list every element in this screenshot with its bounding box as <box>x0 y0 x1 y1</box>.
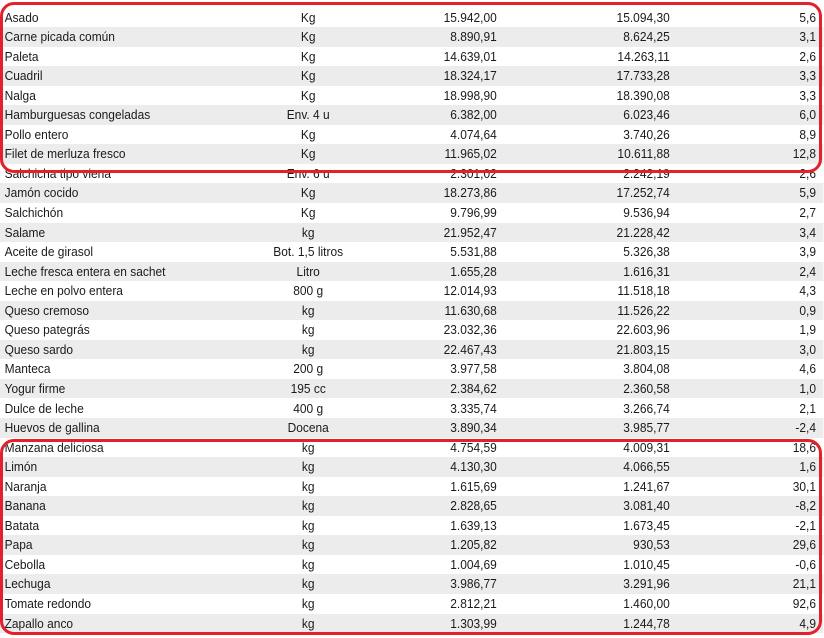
unit-cell: Kg <box>300 87 316 103</box>
variation-cell: 18,6 <box>792 439 817 455</box>
unit-cell: Kg <box>300 205 316 220</box>
product-cell: Asado <box>4 9 39 25</box>
variation-cell: 3,4 <box>799 224 817 240</box>
variation-cell: 1,0 <box>799 380 817 396</box>
price-b-cell: 1.673,45 <box>623 517 670 533</box>
price-a-cell: 1.655,28 <box>450 263 497 279</box>
variation-cell: 0,9 <box>799 302 817 318</box>
variation-cell: 6,0 <box>799 107 817 123</box>
table-row <box>0 359 823 379</box>
table-row <box>0 574 823 594</box>
variation-cell: 21,1 <box>792 576 817 592</box>
price-a-cell: 18.998,90 <box>443 87 497 103</box>
price-b-cell: 3.985,77 <box>623 420 670 436</box>
table-row <box>0 242 823 262</box>
variation-cell: 4,9 <box>799 615 817 631</box>
table-row <box>0 262 823 282</box>
unit-cell: kg <box>301 322 315 338</box>
unit-cell: kg <box>301 439 315 455</box>
price-b-cell: 3.266,74 <box>623 400 670 416</box>
price-b-cell: 1.010,45 <box>623 556 670 572</box>
variation-cell: 4,6 <box>799 361 817 377</box>
product-cell: Zapallo anco <box>4 615 74 631</box>
variation-cell: 92,6 <box>792 596 817 611</box>
variation-cell: 5,6 <box>799 9 817 25</box>
price-a-cell: 4.754,59 <box>450 439 497 455</box>
price-a-cell: 3.977,58 <box>450 361 497 377</box>
variation-cell: -2,1 <box>795 517 817 533</box>
table-row <box>0 105 823 125</box>
unit-cell: kg <box>301 341 315 357</box>
variation-cell: 1,6 <box>799 459 817 475</box>
price-a-cell: 5.531,88 <box>450 244 497 260</box>
table-row <box>0 86 823 106</box>
price-b-cell: 2.360,58 <box>623 380 670 396</box>
unit-cell: 800 g <box>293 283 324 299</box>
price-a-cell: 1.303,99 <box>450 615 497 631</box>
table-row <box>0 164 823 184</box>
price-b-cell: 4.009,31 <box>623 439 670 455</box>
product-cell: Tomate redondo <box>4 596 92 611</box>
price-a-cell: 15.942,00 <box>443 9 497 25</box>
product-cell: Naranja <box>4 478 47 494</box>
table-row <box>0 438 823 458</box>
table-row <box>0 418 823 438</box>
price-b-cell: 8.624,25 <box>623 29 670 45</box>
product-cell: Manzana deliciosa <box>4 439 104 455</box>
price-b-cell: 22.603,96 <box>616 322 670 338</box>
unit-cell: Env. 6 u <box>286 165 330 181</box>
product-cell: Nalga <box>4 87 36 103</box>
price-a-cell: 2.812,21 <box>450 596 497 611</box>
product-cell: Queso sardo <box>4 341 74 357</box>
price-a-cell: 11.630,68 <box>444 302 497 318</box>
unit-cell: Env. 4 u <box>286 107 330 123</box>
price-b-cell: 11.526,22 <box>617 302 670 318</box>
table-row <box>0 340 823 360</box>
price-a-cell: 12.014,93 <box>443 283 497 299</box>
price-a-cell: 18.324,17 <box>443 68 497 84</box>
price-a-cell: 11.965,02 <box>444 146 497 162</box>
table-row <box>0 27 823 47</box>
table-row <box>0 301 823 321</box>
unit-cell: 195 cc <box>290 380 326 396</box>
unit-cell: Kg <box>300 48 316 64</box>
product-cell: Banana <box>4 498 46 514</box>
variation-cell: 4,3 <box>799 283 817 299</box>
table-row <box>0 614 823 634</box>
variation-cell: 2,7 <box>799 205 817 220</box>
price-a-cell: 3.986,77 <box>450 576 497 592</box>
price-a-cell: 21.952,47 <box>443 224 497 240</box>
product-cell: Paleta <box>4 48 39 64</box>
price-a-cell: 3.890,34 <box>450 420 497 436</box>
price-b-cell: 4.066,55 <box>623 459 670 475</box>
price-a-cell: 2.828,65 <box>450 498 497 514</box>
product-cell: Yogur firme <box>4 380 66 396</box>
variation-cell: -8,2 <box>795 498 817 514</box>
unit-cell: kg <box>301 302 315 318</box>
price-a-cell: 9.796,99 <box>450 205 497 220</box>
product-cell: Cebolla <box>4 556 46 572</box>
product-cell: Queso cremoso <box>4 302 90 318</box>
table-row <box>0 477 823 497</box>
unit-cell: kg <box>301 596 315 611</box>
unit-cell: 400 g <box>293 400 324 416</box>
unit-cell: kg <box>301 478 315 494</box>
product-cell: Salchicha tipo viena <box>4 165 111 181</box>
unit-cell: Kg <box>300 146 316 162</box>
table-row <box>0 496 823 516</box>
price-b-cell: 6.023,46 <box>623 107 670 123</box>
unit-cell: kg <box>301 615 315 631</box>
product-cell: Lechuga <box>4 576 51 592</box>
product-cell: Cuadril <box>4 68 43 84</box>
variation-cell: 29,6 <box>792 537 817 553</box>
variation-cell: 3,3 <box>799 87 817 103</box>
unit-cell: Kg <box>300 68 316 84</box>
variation-cell: 3,9 <box>799 244 817 260</box>
table-row <box>0 8 823 28</box>
price-a-cell: 8.890,91 <box>450 29 497 45</box>
product-cell: Jamón cocido <box>4 185 79 201</box>
table-row <box>0 457 823 477</box>
product-cell: Aceite de girasol <box>4 244 94 260</box>
price-b-cell: 3.740,26 <box>623 126 670 142</box>
table-row <box>0 379 823 399</box>
variation-cell: 3,1 <box>799 29 817 45</box>
table-row <box>0 47 823 67</box>
unit-cell: kg <box>301 498 315 514</box>
price-a-cell: 1.639,13 <box>450 517 497 533</box>
price-a-cell: 1.205,82 <box>450 537 497 553</box>
price-a-cell: 3.335,74 <box>450 400 497 416</box>
unit-cell: Bot. 1,5 litros <box>273 244 344 260</box>
price-b-cell: 1.241,67 <box>623 478 670 494</box>
unit-cell: Kg <box>300 126 316 142</box>
product-cell: Pollo entero <box>4 126 69 142</box>
price-a-cell: 6.382,00 <box>450 107 497 123</box>
product-cell: Carne picada común <box>4 29 115 45</box>
unit-cell: Kg <box>300 185 316 201</box>
price-b-cell: 3.291,96 <box>623 576 670 592</box>
unit-cell: Kg <box>300 29 316 45</box>
price-b-cell: 1.244,78 <box>623 615 670 631</box>
price-b-cell: 11.518,18 <box>617 283 670 299</box>
table-row <box>0 320 823 340</box>
unit-cell: Docena <box>287 420 329 436</box>
product-cell: Dulce de leche <box>4 400 84 416</box>
product-cell: Leche fresca entera en sachet <box>4 263 166 279</box>
table-row <box>0 555 823 575</box>
price-b-cell: 3.081,40 <box>623 498 670 514</box>
product-cell: Limón <box>4 459 38 475</box>
price-b-cell: 9.536,94 <box>623 205 670 220</box>
price-b-cell: 5.326,38 <box>623 244 670 260</box>
variation-cell: 5,9 <box>799 185 817 201</box>
unit-cell: kg <box>301 576 315 592</box>
table-row <box>0 203 823 223</box>
price-a-cell: 2.384,62 <box>450 380 497 396</box>
table-row <box>0 223 823 243</box>
price-b-cell: 10.611,88 <box>617 146 670 162</box>
product-cell: Hamburguesas congeladas <box>4 107 151 123</box>
price-a-cell: 1.615,69 <box>450 478 497 494</box>
unit-cell: kg <box>301 556 315 572</box>
price-b-cell: 2.242,19 <box>623 165 670 181</box>
price-a-cell: 23.032,36 <box>443 322 497 338</box>
table-row <box>0 144 823 164</box>
unit-cell: Kg <box>300 9 316 25</box>
product-cell: Manteca <box>4 361 51 377</box>
variation-cell: -2,4 <box>795 420 817 436</box>
price-a-cell: 22.467,43 <box>443 341 497 357</box>
price-b-cell: 21.803,15 <box>616 341 670 357</box>
table-row <box>0 183 823 203</box>
price-a-cell: 18.273,86 <box>443 185 497 201</box>
price-b-cell: 930,53 <box>633 537 670 553</box>
variation-cell: 2,6 <box>799 165 817 181</box>
product-cell: Salame <box>4 224 46 240</box>
price-b-cell: 1.616,31 <box>623 263 670 279</box>
table-row <box>0 516 823 536</box>
table-row <box>0 594 823 614</box>
unit-cell: kg <box>301 459 315 475</box>
price-b-cell: 17.733,28 <box>616 68 670 84</box>
table-row <box>0 125 823 145</box>
product-cell: Salchichón <box>4 205 64 220</box>
table-row <box>0 535 823 555</box>
product-cell: Papa <box>4 537 33 553</box>
variation-cell: 12,8 <box>792 146 817 162</box>
price-b-cell: 21.228,42 <box>616 224 670 240</box>
variation-cell: -0,6 <box>795 556 817 572</box>
table-row <box>0 281 823 301</box>
unit-cell: 200 g <box>293 361 324 377</box>
variation-cell: 2,6 <box>799 48 817 64</box>
product-cell: Huevos de gallina <box>4 420 100 436</box>
product-cell: Queso pategrás <box>4 322 90 338</box>
price-b-cell: 15.094,30 <box>616 9 670 25</box>
product-cell: Leche en polvo entera <box>4 283 123 299</box>
price-b-cell: 17.252,74 <box>616 185 670 201</box>
variation-cell: 3,0 <box>799 341 817 357</box>
price-a-cell: 2.301,02 <box>450 165 497 181</box>
unit-cell: Litro <box>296 263 320 279</box>
price-a-cell: 14.639,01 <box>443 48 497 64</box>
price-b-cell: 18.390,08 <box>616 87 670 103</box>
price-a-cell: 4.074,64 <box>450 126 497 142</box>
product-cell: Filet de merluza fresco <box>4 146 126 162</box>
price-b-cell: 14.263,11 <box>617 48 670 64</box>
table-row <box>0 66 823 86</box>
variation-cell: 3,3 <box>799 68 817 84</box>
price-a-cell: 4.130,30 <box>450 459 497 475</box>
price-b-cell: 1.460,00 <box>623 596 670 611</box>
variation-cell: 2,1 <box>799 400 817 416</box>
unit-cell: kg <box>301 537 315 553</box>
unit-cell: kg <box>301 224 315 240</box>
product-cell: Batata <box>4 517 40 533</box>
price-a-cell: 1.004,69 <box>450 556 497 572</box>
variation-cell: 1,9 <box>799 322 817 338</box>
variation-cell: 8,9 <box>799 126 817 142</box>
variation-cell: 30,1 <box>792 478 817 494</box>
unit-cell: kg <box>301 517 315 533</box>
price-b-cell: 3.804,08 <box>623 361 670 377</box>
table-row <box>0 399 823 419</box>
variation-cell: 2,4 <box>799 263 817 279</box>
